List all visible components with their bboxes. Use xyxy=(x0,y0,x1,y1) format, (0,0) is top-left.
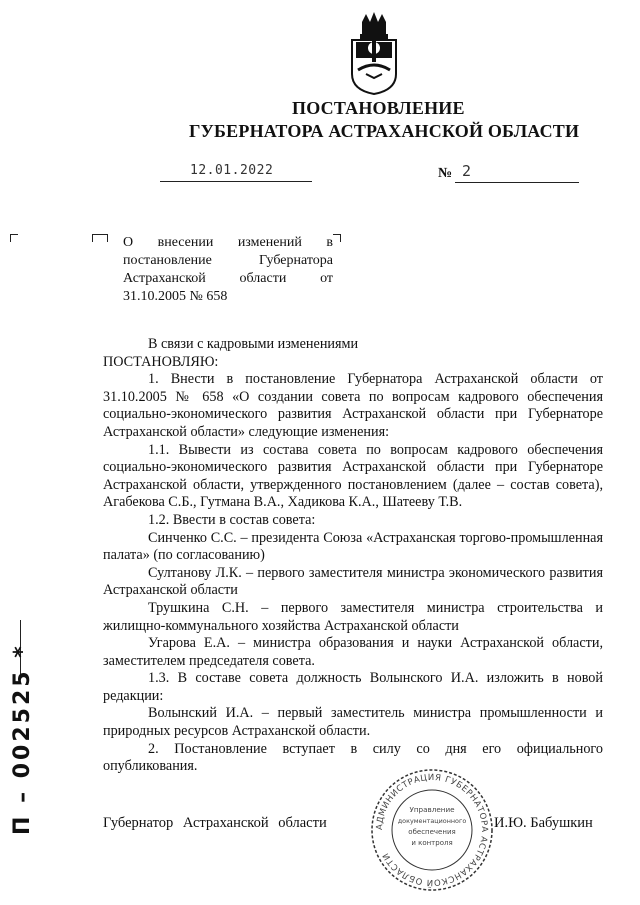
paragraph-1-2: 1.2. Ввести в состав совета: xyxy=(148,511,316,528)
date-underline xyxy=(160,180,312,182)
registration-code: П – 002525 * xyxy=(10,643,35,835)
paragraph-1: 1. Внести в постановление Губернатора Астраханской области от 31.10.2005 № 658 «О создании совета по вопросам кадрового обеспечения социально-экономического развития Астраханской области при Губернаторе Астраханской области» следующие изменения: xyxy=(103,371,603,440)
document-subject: О внесении изменений в постановление Губернатора Астраханской области от 31.10.2005 № 658 xyxy=(123,235,333,304)
stamp-line: Управление xyxy=(409,805,455,814)
corner-mark xyxy=(92,234,100,242)
stamp-ring-text: АДМИНИСТРАЦИЯ ГУБЕРНАТОРА АСТРАХАНСКОЙ ОБЛАСТИ xyxy=(374,772,490,888)
number-label: № xyxy=(438,166,453,181)
paragraph-2: 2. Постановление вступает в силу со дня его официального опубликования. xyxy=(103,740,603,775)
member-entry: Угарова Е.А. – министра образования и науки Астраханской области, заместителем председателя совета. xyxy=(103,635,603,669)
member-entry: Султанову Л.К. – первого заместителя министра экономического развития Астраханской области xyxy=(103,564,603,599)
document-type-title: ПОСТАНОВЛЕНИЕ xyxy=(292,98,465,118)
signatory-name: И.Ю. Бабушкин xyxy=(494,815,593,831)
signatory-position: Губернатор Астраханской области xyxy=(103,815,327,831)
intro-paragraph: В связи с кадровыми изменениями xyxy=(148,336,359,352)
stamp-line: документационного xyxy=(397,817,467,825)
corner-mark xyxy=(100,234,108,242)
stamp-line: обеспечения xyxy=(408,828,456,836)
paragraph-1-3: 1.3. В составе совета должность Волынского И.А. изложить в новой редакции: xyxy=(103,670,603,704)
document-body xyxy=(103,336,603,776)
document-date: 12.01.2022 xyxy=(190,163,274,178)
corner-mark xyxy=(333,234,341,242)
issuer-title: ГУБЕРНАТОРА АСТРАХАНСКОЙ ОБЛАСТИ xyxy=(189,121,580,141)
member-entry: Синченко С.С. – президента Союза «Астраханская торгово-промышленная палата» (по согласованию) xyxy=(103,529,603,564)
member-entry: Трушкина С.Н. – первого заместителя министра строительства и жилищно-коммунального хозяйства Астраханской области xyxy=(103,599,603,634)
coat-of-arms-icon xyxy=(346,12,402,96)
number-underline xyxy=(455,182,579,183)
member-entry: Волынский И.А. – первый заместитель министра промышленности и природных ресурсов Астраханской области. xyxy=(103,705,603,740)
document-number: 2 xyxy=(462,162,472,180)
decree-word: ПОСТАНОВЛЯЮ: xyxy=(103,353,219,370)
stamp-line: и контроля xyxy=(411,839,453,847)
corner-mark xyxy=(10,234,18,242)
paragraph-1-1: 1.1. Вывести из состава совета по вопросам кадрового обеспечения социально-экономического развития Астраханской области при Губернаторе Астраханской области, утвержденного постановлением (далее – состав совета), Агабекова С.Б., Гутмана В.А., Хадикова К.А., Шатееву Т.В. xyxy=(103,441,603,511)
official-stamp xyxy=(370,768,494,892)
